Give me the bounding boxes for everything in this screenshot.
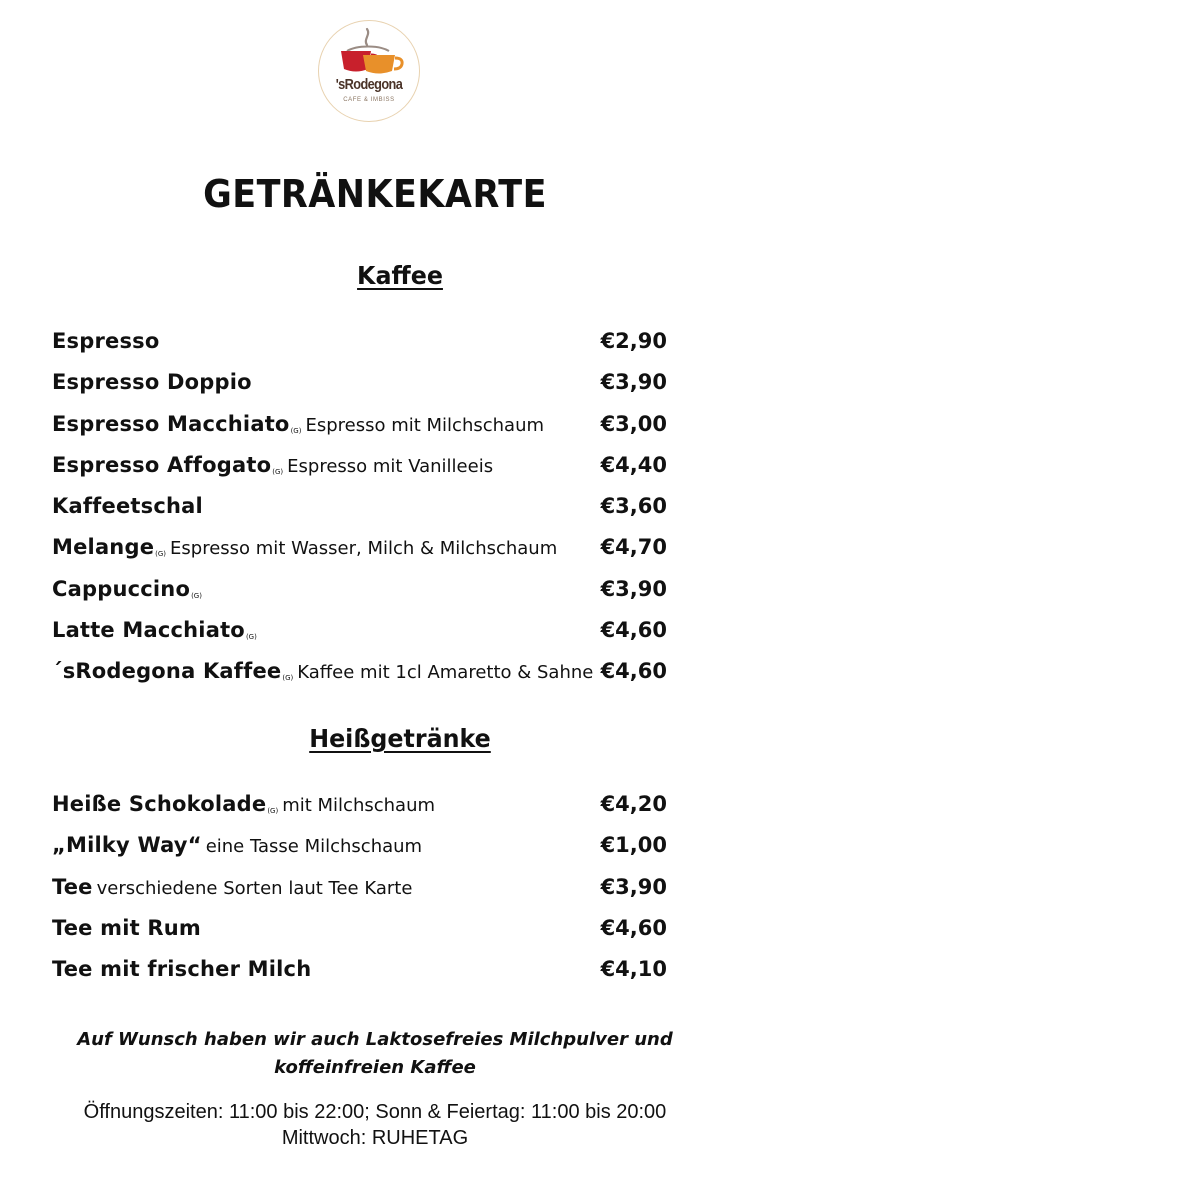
menu-item [52, 535, 667, 576]
item-description: Espresso mit Milchschaum [305, 414, 545, 436]
allergen-marker: (G) [245, 633, 257, 642]
logo-brand: 'sRodegona [335, 76, 403, 93]
menu-item [52, 453, 667, 494]
item-description: Espresso mit Vanilleeis [287, 455, 494, 477]
item-name: Tee [52, 874, 93, 899]
item-name: Melange [52, 535, 155, 560]
coffee-cups-icon [319, 21, 419, 121]
item-description: eine Tasse Milchschaum [205, 836, 423, 858]
item-price: €4,60 [600, 915, 667, 940]
item-name: „Milky Way“ [52, 833, 202, 858]
item-price: €3,90 [600, 874, 667, 899]
menu-item [52, 577, 667, 618]
menu-item [52, 916, 667, 957]
item-name: Heiße Schokolade [52, 792, 267, 816]
menu-item [52, 618, 667, 659]
item-description: verschiedene Sorten laut Tee Karte [96, 877, 413, 899]
item-name: Cappuccino [52, 576, 191, 601]
item-price: €3,60 [600, 494, 667, 519]
item-name: Espresso Macchiato [52, 411, 290, 436]
menu-item [52, 659, 667, 700]
page-title: GETRÄNKEKARTE [203, 172, 547, 216]
item-price: €4,60 [600, 659, 667, 684]
menu-item [52, 412, 667, 453]
item-name: ´sRodegona Kaffee [52, 659, 282, 684]
menu-item [52, 875, 667, 916]
item-name: Kaffeetschal [52, 494, 203, 519]
item-name: Latte Macchiato [52, 618, 245, 643]
allergen-marker: (G) [290, 426, 302, 435]
menu-list-heissgetraenke [52, 792, 667, 998]
opening-hours [0, 1099, 750, 1151]
hours-line-2: Mittwoch: RUHETAG [281, 1127, 469, 1149]
item-name: Espresso Doppio [52, 370, 252, 395]
item-price: €3,00 [600, 411, 667, 436]
item-price: €4,10 [600, 957, 667, 982]
item-price: €4,70 [600, 535, 667, 560]
item-description: Espresso mit Wasser, Milch & Milchschaum [170, 538, 558, 560]
hours-line-1: Öffnungszeiten: 11:00 bis 22:00; Sonn & Feiertag: 11:00 bis 20:00 [83, 1101, 667, 1123]
note-line-2: koffeinfreien Kaffee [274, 1057, 476, 1078]
menu-list-kaffee [52, 329, 667, 701]
item-price: €3,90 [600, 576, 667, 601]
item-name: Espresso Affogato [52, 452, 272, 477]
allergen-marker: (G) [155, 550, 167, 559]
item-name: Tee mit Rum [52, 915, 201, 940]
item-name: Tee mit frischer Milch [52, 957, 312, 982]
menu-item [52, 370, 667, 411]
item-description: Kaffee mit 1cl Amaretto & Sahne [297, 662, 594, 684]
allergen-marker: (G) [282, 674, 294, 683]
allergen-marker: (G) [191, 591, 202, 600]
item-price: €1,00 [600, 833, 667, 858]
item-price: €3,90 [600, 370, 667, 395]
menu-item [52, 494, 667, 535]
item-price: €2,90 [600, 329, 667, 353]
item-description: mit Milchschaum [282, 795, 436, 816]
menu-item [52, 329, 667, 370]
allergen-marker: (G) [267, 807, 279, 815]
lactose-free-note [0, 1026, 750, 1082]
logo [318, 20, 420, 122]
menu-item [52, 957, 667, 998]
item-price: €4,20 [600, 792, 667, 816]
note-line-1: Auf Wunsch haben wir auch Laktosefreies Milchpulver und [77, 1029, 673, 1050]
item-price: €4,40 [600, 452, 667, 477]
allergen-marker: (G) [272, 467, 284, 476]
logo-tagline: CAFE & IMBISS [343, 97, 395, 103]
section-heading-kaffee: Kaffee [357, 261, 443, 290]
menu-item [52, 833, 667, 874]
item-price: €4,60 [600, 618, 667, 643]
item-name: Espresso [52, 329, 160, 353]
menu-item [52, 792, 667, 833]
section-heading-heissgetraenke: Heißgetränke [309, 724, 491, 753]
